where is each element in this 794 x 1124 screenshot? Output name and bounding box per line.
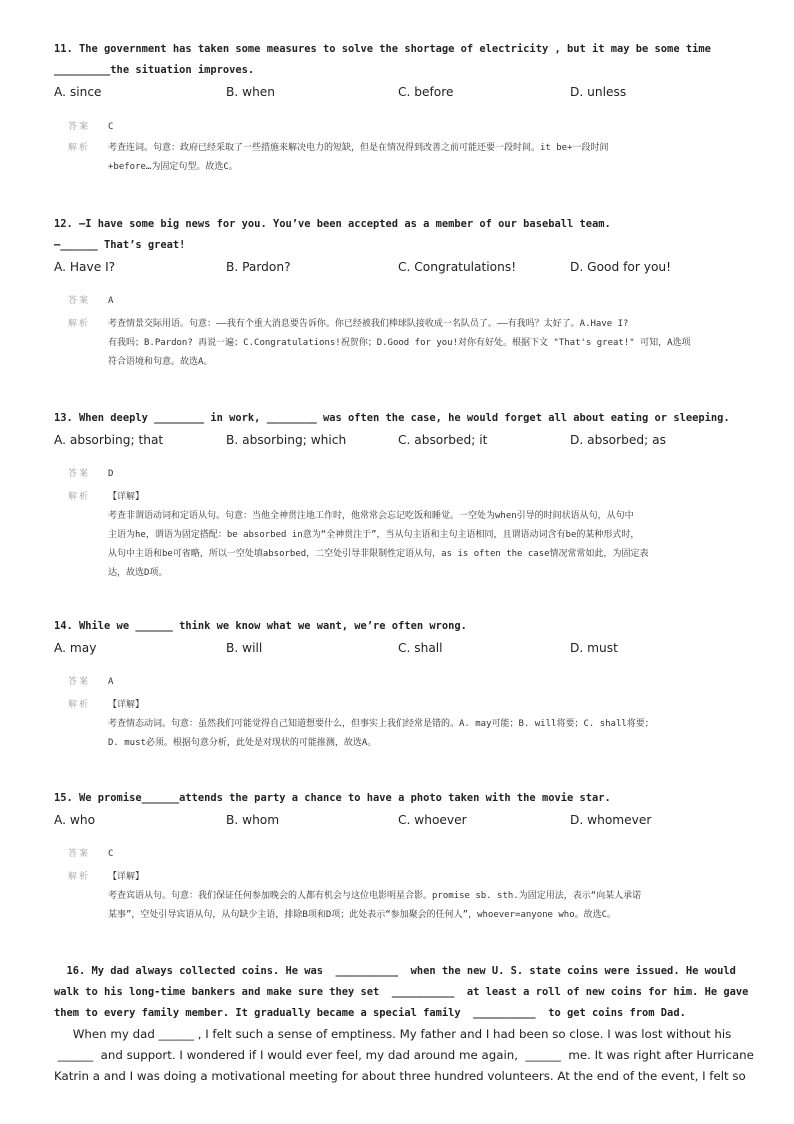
- option-b: B. absorbing; which: [226, 433, 347, 447]
- explanation-line: 考查非谓语动词和定语从句。句意：当他全神贯注地工作时，他常常会忘记吃饭和睡觉。一空处为when引导的时间状语从句，从句中: [108, 511, 634, 521]
- answer-label: 答案: [68, 296, 91, 306]
- options-row: [54, 429, 744, 451]
- options-row: [54, 809, 744, 831]
- explanation-line: 主语为he，谓语为固定搭配：be absorbed in意为“全神贯注于”，当从句主语和主句主语相同，且谓语动词含有be的某种形式时，: [108, 530, 640, 540]
- explanation-line: 有我吗；B.Pardon? 再说一遍；C.Congratulations!祝贺你；D.Good for you!对你有好处。根据下文 "That's great!" 可知，A选项: [108, 338, 691, 348]
- answer-row: [54, 464, 744, 484]
- question-12: [54, 214, 744, 372]
- explanation-line: D. must必须。根据句意分析，此处是对现状的可能推测，故选A。: [108, 738, 377, 748]
- explanation-label: 解析: [68, 143, 91, 153]
- answer-value: C: [108, 849, 114, 859]
- explanation-line: 考查情景交际用语。句意：——我有个重大消息要告诉你。你已经被我们棒球队接收成一名队员了。——有我吗？太好了。A.Have I?: [108, 319, 629, 329]
- option-c: C. shall: [398, 641, 443, 655]
- explanation-line: 【详解】: [108, 492, 145, 502]
- answer-value: A: [108, 677, 114, 687]
- answer-label: 答案: [68, 849, 91, 859]
- explanation-line: 考查情态动词。句意：虽然我们可能觉得自己知道想要什么，但事实上我们经常是错的。A. may可能；B. will将要；C. shall将要；: [108, 719, 654, 729]
- answer-label: 答案: [68, 469, 91, 479]
- explanation-line: 某事”，空处引导宾语从句，从句缺少主语，排除B项和D项；此处表示“参加聚会的任何人”，whoever=anyone who。故选C。: [108, 910, 617, 920]
- option-c: C. before: [398, 85, 454, 99]
- answer-value: D: [108, 469, 114, 479]
- answer-label: 答案: [68, 677, 91, 687]
- option-d: D. absorbed; as: [570, 433, 666, 447]
- answer-value: A: [108, 296, 114, 306]
- question-stem-line: them to every family member. It gradually became a special family __________ to get coins from Dad.: [54, 1007, 686, 1019]
- answer-row: [54, 844, 744, 864]
- option-d: D. whomever: [570, 813, 652, 827]
- question-stem-line: 13. When deeply ________ in work, ________ was often the case, he would forget all about eating or sleeping.: [54, 412, 730, 424]
- options-row: [54, 256, 744, 278]
- option-d: D. unless: [570, 85, 627, 99]
- question-11: [54, 39, 744, 177]
- explanation-label: 解析: [68, 700, 91, 710]
- explanation-label: 解析: [68, 872, 91, 882]
- option-a: A. since: [54, 85, 102, 99]
- passage-line: Katrin a and I was doing a motivational meeting for about three hundred volunteers. At the end of the event, I felt so: [54, 1069, 746, 1083]
- options-row: [54, 81, 744, 103]
- question-stem-line: 15. We promise______attends the party a chance to have a photo taken with the movie star.: [54, 792, 611, 804]
- option-d: D. must: [570, 641, 618, 655]
- answer-row: [54, 291, 744, 311]
- question-stem-line: walk to his long-time bankers and make sure they set __________ at least a roll of new coins for him. He gave: [54, 986, 749, 998]
- explanation-line: 达，故选D项。: [108, 568, 168, 578]
- question-stem-line: 11. The government has taken some measures to solve the shortage of electricity , but it may be some time: [54, 43, 711, 55]
- option-b: B. will: [226, 641, 263, 655]
- question-stem-line: 12. —I have some big news for you. You’ve been accepted as a member of our baseball team.: [54, 218, 611, 230]
- explanation-line: 考查连词。句意：政府已经采取了一些措施来解决电力的短缺，但是在情况得到改善之前可能还要一段时间。it be+一段时间: [108, 143, 609, 153]
- explanation-line: 【详解】: [108, 872, 145, 882]
- explanation-block: [54, 139, 744, 177]
- explanation-block: [54, 696, 744, 753]
- explanation-label: 解析: [68, 319, 91, 329]
- explanation-block: [54, 868, 744, 925]
- explanation-line: 【详解】: [108, 700, 145, 710]
- answer-row: [54, 672, 744, 692]
- option-b: B. Pardon?: [226, 260, 291, 274]
- options-row: [54, 637, 744, 659]
- answer-label: 答案: [68, 122, 91, 132]
- answer-value: C: [108, 122, 114, 132]
- question-stem-line: 16. My dad always collected coins. He was __________ when the new U. S. state coins were issued. He would: [54, 965, 736, 977]
- option-b: B. whom: [226, 813, 280, 827]
- option-c: C. absorbed; it: [398, 433, 488, 447]
- explanation-label: 解析: [68, 492, 91, 502]
- option-d: D. Good for you!: [570, 260, 672, 274]
- passage-line: ______ and support. I wondered if I would ever feel, my dad around me again, ______ me. It was right after Hurricane: [54, 1048, 754, 1062]
- answer-row: [54, 117, 744, 137]
- option-a: A. absorbing; that: [54, 433, 164, 447]
- question-15: [54, 788, 744, 925]
- option-b: B. when: [226, 85, 276, 99]
- question-16: [54, 961, 754, 1087]
- explanation-line: +before…为固定句型。故选C。: [108, 162, 238, 172]
- option-c: C. Congratulations!: [398, 260, 517, 274]
- explanation-line: 考查宾语从句。句意：我们保证任何参加晚会的人都有机会与这位电影明星合影。promise sb. sth.为固定用法，表示“向某人承诺: [108, 891, 642, 901]
- option-a: A. may: [54, 641, 97, 655]
- question-stem-line: 14. While we ______ think we know what we want, we’re often wrong.: [54, 620, 467, 632]
- explanation-line: 符合语境和句意。故选A。: [108, 357, 213, 367]
- question-13: [54, 408, 744, 583]
- explanation-block: [54, 488, 744, 583]
- explanation-block: [54, 315, 744, 372]
- question-stem-line: _________the situation improves.: [54, 64, 255, 76]
- option-a: A. Have I?: [54, 260, 116, 274]
- explanation-line: 从句中主语和be可省略，所以一空处填absorbed，二空处引导非限制性定语从句，as is often the case情况常常如此，为固定表: [108, 549, 649, 559]
- question-stem-line: —______ That’s great!: [54, 239, 186, 251]
- question-14: [54, 616, 744, 753]
- option-c: C. whoever: [398, 813, 467, 827]
- passage-line: When my dad ______ , I felt such a sense of emptiness. My father and I had been so close. I was lost without his: [54, 1027, 732, 1041]
- option-a: A. who: [54, 813, 96, 827]
